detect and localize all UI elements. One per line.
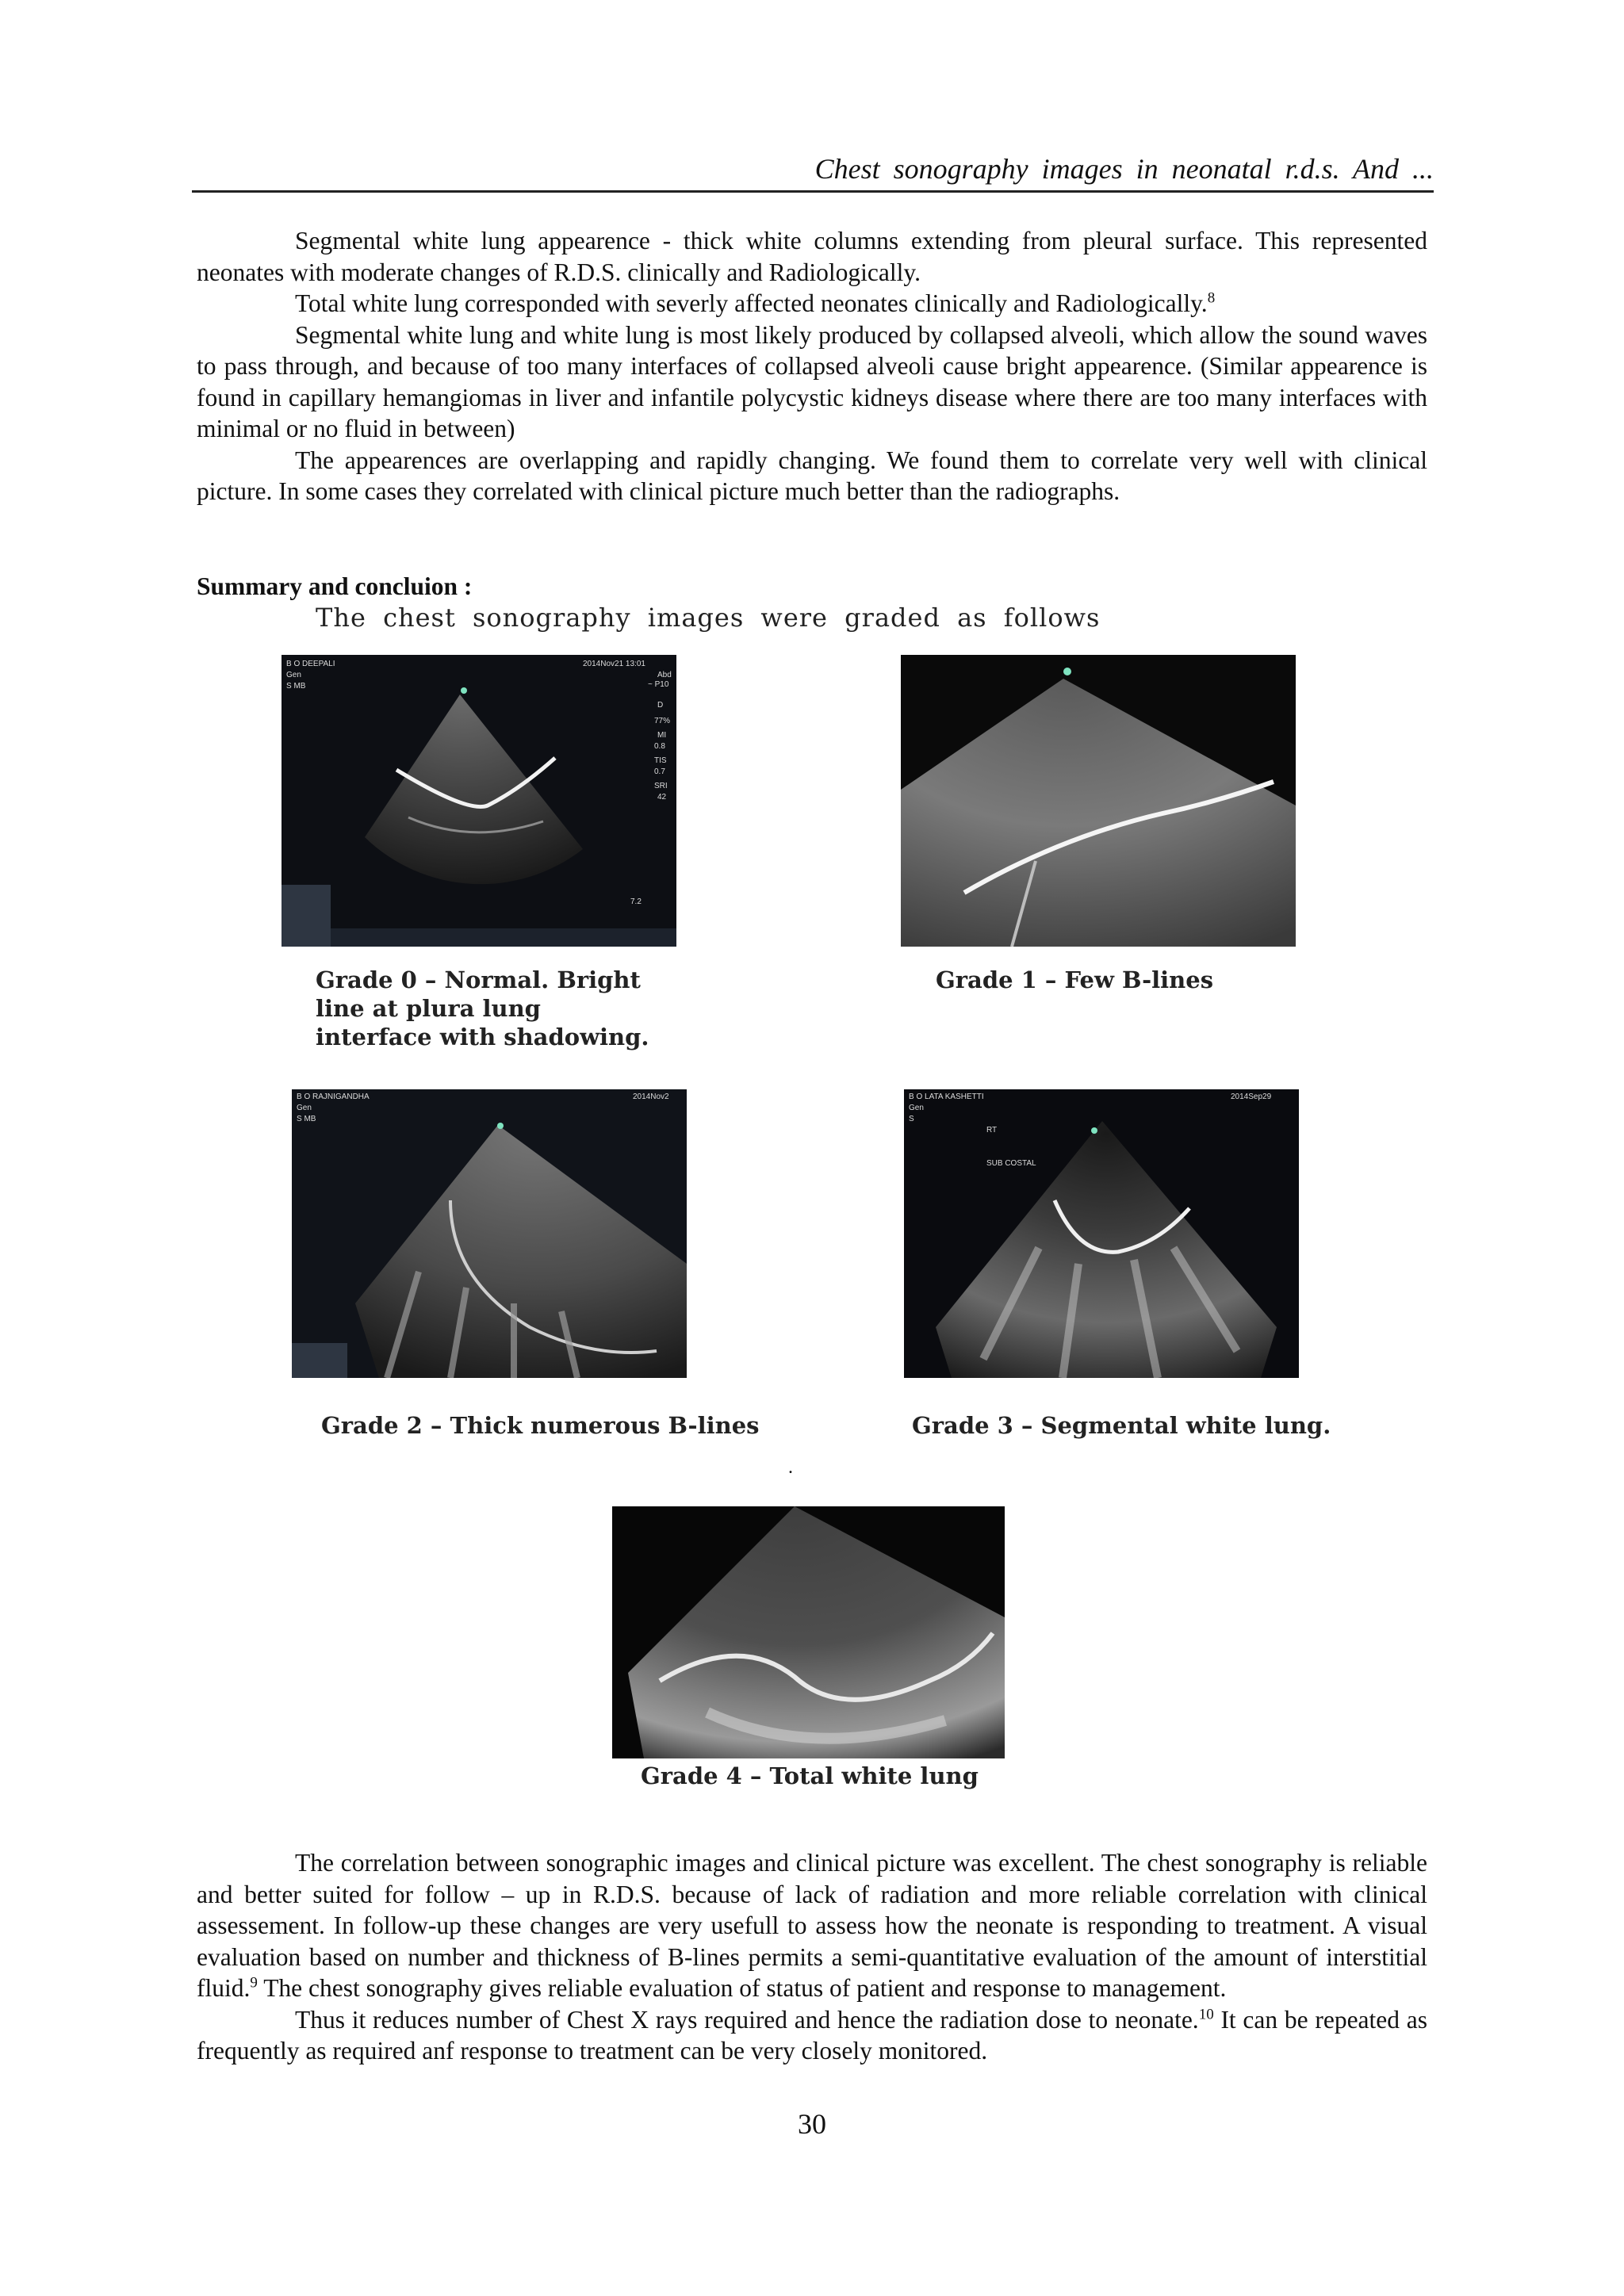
overlay-patient: B O LATA KASHETTI [909,1093,984,1101]
figure-caption-grade-1 [936,966,1213,994]
paragraph-text: The correlation between sonographic images and clinical picture was excellent. The chest sonography is reliable and better suited for follow – up in R.D.S. because of lack of radiation and more reliable correlation with clinical assessement. In follow-up these changes are very usefull to assess how the neonate is responding to treatment. A visual evaluation based on number and thickness of B-lines permits a semi-quantitative evaluation of the amount of interstitial fluid. [197,1849,1427,2002]
body-text-bottom [197,1847,1427,2067]
paragraph-text: The chest sonography gives reliable evaluation of status of patient and response to management. [263,1974,1227,2002]
paragraph [197,320,1427,445]
overlay-side-value: ~ P10 [648,680,669,689]
figure-caption-grade-2 [321,1411,759,1440]
paragraph-text: It can be repeated as frequently as required anf response to treatment can be very closely monitored. [197,2005,1428,2064]
page-number: 30 [798,2108,826,2140]
reference-mark: 9 [250,1974,258,1992]
overlay-side-value: SRI [654,782,668,790]
overlay-label: RT [986,1126,998,1135]
paragraph-text: Total white lung corresponded with severly affected neonates clinically and Radiologically. [295,289,1208,317]
overlay-side-value: 42 [657,793,667,802]
overlay-side-value: 0.8 [654,742,665,751]
overlay-date: 2014Sep29 [1231,1093,1272,1101]
caption-line: Grade 3 – Segmental white lung. [912,1412,1331,1439]
overlay-mode: Gen [286,671,301,679]
caption-line: Grade 2 – Thick numerous B-lines [321,1412,760,1439]
paragraph-text: Thus it reduces number of Chest X rays required and hence the radiation dose to neonate. [295,2005,1199,2034]
ultrasound-image-grade-4 [612,1506,1005,1758]
ultrasound-scan-graphic [612,1506,1005,1758]
reference-mark: 10 [1198,2006,1214,2022]
caption-line: Grade 4 – Total white lung [641,1762,979,1789]
paragraph-text: Segmental white lung appearence - thick white columns extending from pleural surface. This represented neonates with moderate changes of R.D.S. clinically and Radiologically. [197,227,1427,286]
overlay-probe: S [909,1115,914,1123]
caption-line: Grade 0 – Normal. Bright [316,966,641,993]
reference-mark: 8 [1207,289,1216,307]
caption-line: interface with shadowing. [316,1024,649,1050]
paragraph-text: The appearences are overlapping and rapidly changing. We found them to correlate very well with clinical picture. In some cases they correlated with clinical picture much better than the radiographs. [197,446,1427,505]
caption-line: line at plura lung [316,995,541,1022]
overlay-depth: 7.2 [630,897,642,906]
ultrasound-image-grade-2 [292,1089,687,1378]
caption-line: Grade 1 – Few B-lines [936,966,1214,993]
overlay-mode: Gen [297,1104,312,1112]
overlay-patient: B O RAJNIGANDHA [297,1093,370,1101]
ultrasound-scan-graphic [901,655,1296,947]
overlay-side-value: 77% [654,717,671,725]
ultrasound-image-grade-1 [901,655,1296,947]
overlay-probe: S MB [286,682,306,691]
overlay-side-value: D [657,701,664,710]
figure-intro: The chest sonography images were graded as follows [316,603,1101,633]
paragraph [197,2004,1427,2067]
overlay-date: 2014Nov2 [633,1093,669,1101]
overlay-side-value: 0.7 [654,767,665,776]
overlay-side-value: Abd [657,671,672,679]
paragraph-text: Segmental white lung and white lung is most likely produced by collapsed alveoli, which allow the sound waves to pass through, and because of too many interfaces of collapsed alveoli cause bright appearence. (Similar appearence is found in capillary hemangiomas in liver and infantile polycystic kidneys disease where there are too many interfaces with minimal or no fluid in between) [197,320,1427,442]
running-header: Chest sonography images in neonatal r.d.s. And ... [814,153,1434,185]
overlay-side-value: TIS [654,756,667,765]
separator-dot: . [788,1457,793,1478]
paragraph [197,225,1427,288]
ultrasound-image-grade-0 [282,655,676,947]
overlay-probe: S MB [297,1115,316,1123]
overlay-side-value: MI [657,731,667,740]
figure-caption-grade-0 [316,966,649,1051]
ultrasound-scan-graphic [904,1089,1299,1378]
overlay-mode: Gen [909,1104,924,1112]
paragraph [197,1847,1427,2004]
ultrasound-scan-graphic [282,655,676,947]
section-heading: Summary and concluion : [197,572,473,600]
figure-caption-grade-3 [912,1411,1331,1440]
ultrasound-image-grade-3 [904,1089,1299,1378]
figure-caption-grade-4 [641,1762,979,1790]
paragraph [197,445,1427,507]
overlay-date: 2014Nov21 13:01 [583,660,645,668]
overlay-label: SUB COSTAL [986,1159,1036,1168]
ultrasound-scan-graphic [292,1089,687,1378]
body-text-top [197,225,1427,507]
paragraph [197,288,1427,320]
overlay-patient: B O DEEPALI [286,660,335,668]
header-rule [192,190,1434,193]
